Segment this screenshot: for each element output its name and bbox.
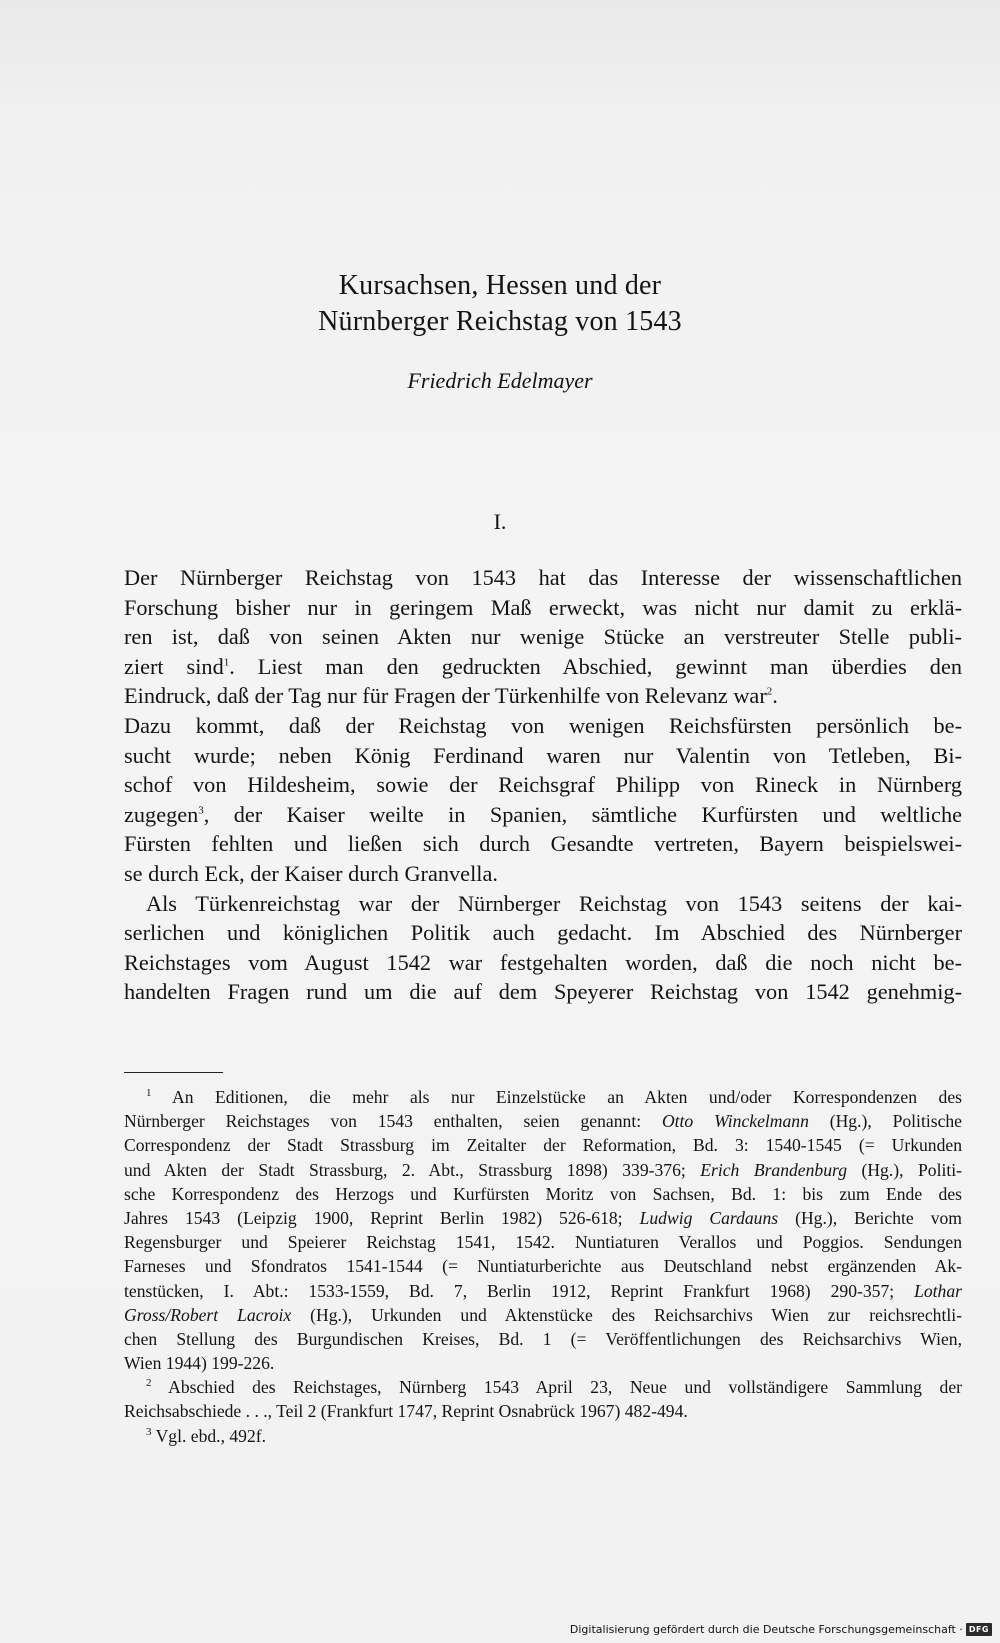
footnote-marker: 1 <box>223 656 230 669</box>
body-line: Reichstages vom August 1542 war festgehalten worden, daß die noch nicht be- <box>124 949 962 975</box>
footnote-line: Gross/Robert Lacroix (Hg.), Urkunden und Aktenstücke des Reichsarchivs Wien zur reichsrechtli- <box>124 1304 962 1325</box>
footnote-separator <box>124 1072 223 1073</box>
footnote-line: Reichsabschiede . . ., Teil 2 (Frankfurt 1747, Reprint Osnabrück 1967) 482-494. <box>124 1401 688 1422</box>
footnote-line: chen Stellung des Burgundischen Kreises, Bd. 1 (= Veröffentlichungen des Reichsarchivs Wien, <box>124 1328 962 1349</box>
body-line: zugegen$^3$, der Kaiser weilte in Spanien, sämtliche Kurfürsten und weltliche <box>124 801 962 827</box>
body-line: Dazu kommt, daß der Reichstag von wenigen Reichsfürsten persönlich be- <box>124 712 962 738</box>
footnotes <box>124 1085 962 1448</box>
footnote-line: und Akten der Stadt Strassburg, 2. Abt., Strassburg 1898) 339-376; Erich Brandenburg (Hg.), Politi- <box>124 1159 962 1180</box>
footnote-number: 2 <box>146 1377 152 1390</box>
body-line: Der Nürnberger Reichstag von 1543 hat das Interesse der wissenschaftlichen <box>124 565 962 590</box>
title-line-1: Kursachsen, Hessen und der <box>338 270 662 301</box>
body-line: Als Türkenreichstag war der Nürnberger Reichstag von 1543 seitens der kai- <box>146 890 962 916</box>
footnote-line: $^2$ Abschied des Reichstages, Nürnberg 1543 April 23, Neue und vollständigere Sammlung der <box>146 1377 962 1398</box>
footnote-line: sche Korrespondenz des Herzogs und Kurfürsten Moritz von Sachsen, Bd. 1: bis zum Ende des <box>124 1183 962 1204</box>
body-line: handelten Fragen rund um die auf dem Speyerer Reichstag von 1542 genehmig- <box>124 979 962 1005</box>
footnote-line: Correspondenz der Stadt Strassburg im Zeitalter der Reformation, Bd. 3: 1540-1545 (= Urkunden <box>124 1135 962 1156</box>
footnote-line: Farneses und Sfondratos 1541-1544 (= Nuntiaturberichte aus Deutschland nebst ergänzenden Ak- <box>124 1256 962 1277</box>
footnote-number: 1 <box>146 1087 152 1100</box>
body-line: Eindruck, daß der Tag nur für Fragen der Türkenhilfe von Relevanz war$^2$. <box>124 683 778 709</box>
credit-text: Digitalisierung gefördert durch die Deutsche Forschungsgemeinschaft · <box>569 1622 963 1636</box>
footnote-line: Jahres 1543 (Leipzig 1900, Reprint Berlin 1982) 526-618; Ludwig Cardauns (Hg.), Berichte vom <box>124 1207 962 1228</box>
body-line: ren ist, daß von seinen Akten nur wenige Stücke an verstreuter Stelle publi- <box>124 624 962 650</box>
digitization-credit <box>570 1619 992 1639</box>
footnote-line: $^1$ An Editionen, die mehr als nur Einzelstücke an Akten und/oder Korrespondenzen des <box>146 1087 962 1107</box>
footnote-number: 3 <box>146 1425 152 1438</box>
body-line: serlichen und königlichen Politik auch gedacht. Im Abschied des Nürnberger <box>124 920 962 946</box>
footnote-marker: 3 <box>198 804 204 817</box>
body-text <box>124 563 962 1007</box>
footnote-line: tenstücken, I. Abt.: 1533-1559, Bd. 7, Berlin 1912, Reprint Frankfurt 1968) 290-357; Lothar <box>124 1280 962 1301</box>
body-line: Fürsten fehlten und ließen sich durch Gesandte vertreten, Bayern beispielswei- <box>124 831 962 857</box>
body-line: schof von Hildesheim, sowie der Reichsgraf Philipp von Rineck in Nürnberg <box>124 772 962 798</box>
article-title <box>0 268 1000 340</box>
footnote-marker: 2 <box>766 685 773 698</box>
footnote-line: Wien 1944) 199-226. <box>124 1353 275 1374</box>
footnote-line: $^3$ Vgl. ebd., 492f. <box>146 1425 267 1446</box>
footnote-line: Regensburger und Speierer Reichstag 1541, 1542. Nuntiaturen Verallos und Poggios. Sendungen <box>124 1232 962 1253</box>
dfg-logo: DFG <box>966 1623 992 1636</box>
body-line: Forschung bisher nur in geringem Maß erweckt, was nicht nur damit zu erklä- <box>124 594 962 620</box>
article-author: Friedrich Edelmayer <box>407 368 593 393</box>
body-line: sucht wurde; neben König Ferdinand waren nur Valentin von Tetleben, Bi- <box>124 742 962 768</box>
body-line: se durch Eck, der Kaiser durch Granvella. <box>124 860 498 886</box>
body-line: ziert sind$^1$. Liest man den gedruckten Abschied, gewinnt man überdies den <box>124 653 962 679</box>
footnote-line: Nürnberger Reichstages von 1543 enthalten, seien genannt: Otto Winckelmann (Hg.), Politische <box>124 1111 962 1132</box>
title-line-2: Nürnberger Reichstag von 1543 <box>318 306 682 337</box>
section-heading: I. <box>493 509 507 534</box>
